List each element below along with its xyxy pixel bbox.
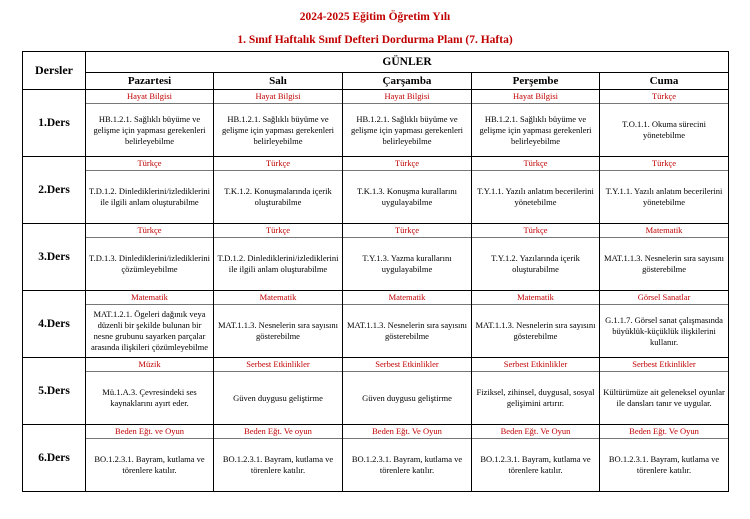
lesson-row <box>23 291 729 358</box>
objective-text: HB.1.2.1. Sağlıklı büyüme ve gelişme için yapması gerekenleri belirleyebilme <box>93 113 206 146</box>
subject-label: Hayat Bilgisi <box>472 90 599 104</box>
subject-label: Beden Eğt. Ve oyun <box>214 425 342 439</box>
subject-label: Matematik <box>86 291 213 305</box>
objective-text: MAT.1.1.3. Nesnelerin sıra sayısını gösterebilme <box>475 320 596 341</box>
lesson-cell <box>86 291 214 358</box>
objective-text: T.Y.1.1. Yazılı anlatım becerilerini yönetebilme <box>605 186 723 207</box>
objective-text: BO.1.2.3.1. Bayram, kutlama ve törenlere katılır. <box>222 454 334 475</box>
lesson-cell <box>600 291 729 358</box>
lesson-cell <box>343 90 472 157</box>
subject-label: Serbest Etkinlikler <box>600 358 728 372</box>
subject-label: Türkçe <box>86 157 213 171</box>
lesson-label: 5.Ders <box>23 358 86 425</box>
objective-text: T.O.1.1. Okuma sürecini yönetebilme <box>622 119 706 140</box>
lesson-row <box>23 224 729 291</box>
subject-label: Türkçe <box>472 157 599 171</box>
subject-label: Matematik <box>472 291 599 305</box>
lesson-cell <box>600 425 729 492</box>
lesson-cell <box>214 157 343 224</box>
objective-text: Güven duygusu geliştirme <box>233 392 323 403</box>
objective-text: T.K.1.3. Konuşma kurallarını uygulayabilme <box>357 186 457 207</box>
lesson-cell <box>214 90 343 157</box>
subject-label: Serbest Etkinlikler <box>472 358 599 372</box>
lesson-cell <box>600 224 729 291</box>
subject-label: Türkçe <box>214 157 342 171</box>
subject-label: Hayat Bilgisi <box>86 90 213 104</box>
subject-label: Türkçe <box>214 224 342 238</box>
subject-label: Beden Eğt. Ve Oyun <box>472 425 599 439</box>
objective-text: BO.1.2.3.1. Bayram, kutlama ve törenlere katılır. <box>608 454 720 475</box>
subject-label: Müzik <box>86 358 213 372</box>
lesson-cell <box>214 224 343 291</box>
lesson-row <box>23 90 729 157</box>
objective-text: MAT.1.2.1. Ögeleri dağınık veya düzenli bir şekilde bulunan bir nesne grubunu sayarken parçalar arasında ilişkileri çözümleyebilme <box>90 309 209 352</box>
subject-label: Serbest Etkinlikler <box>214 358 342 372</box>
objective-text: BO.1.2.3.1. Bayram, kutlama ve törenlere katılır. <box>480 454 591 475</box>
weekly-plan-table <box>22 51 729 492</box>
objective-text: HB.1.2.1. Sağlıklı büyüme ve gelişme için yapması gerekenleri belirleyebilme <box>479 113 592 146</box>
objective-text: Kültürümüze ait geleneksel oyunlar ile dansları tanır ve uygular. <box>603 387 725 408</box>
objective-text: MAT.1.1.3. Nesnelerin sıra sayısını gösterebilme <box>346 320 467 341</box>
objective-text: T.Y.1.3. Yazma kurallarını uygulayabilme <box>362 253 452 274</box>
day-header-2: Salı <box>214 73 343 90</box>
objective-text: MAT.1.1.3. Nesnelerin sıra sayısını gösterebilme <box>604 253 725 274</box>
lesson-row <box>23 425 729 492</box>
lesson-cell <box>214 425 343 492</box>
lesson-cell <box>86 90 214 157</box>
lesson-cell <box>343 157 472 224</box>
lesson-cell <box>600 90 729 157</box>
subject-label: Türkçe <box>600 90 728 104</box>
gunler-header: GÜNLER <box>86 52 729 73</box>
lesson-label: 2.Ders <box>23 157 86 224</box>
subject-label: Türkçe <box>343 224 471 238</box>
lesson-cell <box>472 358 600 425</box>
objective-text: BO.1.2.3.1. Bayram, kutlama ve törenlere katılır. <box>94 454 205 475</box>
objective-text: T.K.1.2. Konuşmalarında içerik oluşturabilme <box>224 186 332 207</box>
objective-text: MAT.1.1.3. Nesnelerin sıra sayısını gösterebilme <box>217 320 338 341</box>
lesson-label: 3.Ders <box>23 224 86 291</box>
lesson-cell <box>214 291 343 358</box>
lesson-cell <box>86 358 214 425</box>
subject-label: Hayat Bilgisi <box>343 90 471 104</box>
day-header-5: Cuma <box>600 73 729 90</box>
subject-label: Türkçe <box>600 157 728 171</box>
lesson-cell <box>600 358 729 425</box>
lesson-cell <box>343 358 472 425</box>
objective-text: BO.1.2.3.1. Bayram, kutlama ve törenlere katılır. <box>351 454 463 475</box>
day-header-1: Pazartesi <box>86 73 214 90</box>
lesson-cell <box>472 157 600 224</box>
lesson-label: 4.Ders <box>23 291 86 358</box>
subject-label: Hayat Bilgisi <box>214 90 342 104</box>
objective-text: Fiziksel, zihinsel, duygusal, sosyal gelişimini artırır. <box>476 387 595 408</box>
dersler-header: Dersler <box>23 52 86 90</box>
objective-text: T.Y.1.1. Yazılı anlatım becerilerini yönetebilme <box>477 186 594 207</box>
subject-label: Matematik <box>343 291 471 305</box>
subject-label: Beden Eğt. Ve Oyun <box>600 425 728 439</box>
lesson-cell <box>472 425 600 492</box>
day-header-4: Perşembe <box>472 73 600 90</box>
objective-text: T.D.1.3. Dinlediklerini/izlediklerini çözümleyebilme <box>89 253 210 274</box>
subject-label: Görsel Sanatlar <box>600 291 728 305</box>
lesson-cell <box>86 425 214 492</box>
lesson-row <box>23 157 729 224</box>
subject-label: Türkçe <box>472 224 599 238</box>
day-header-3: Çarşamba <box>343 73 472 90</box>
objective-text: HB.1.2.1. Sağlıklı büyüme ve gelişme için yapması gerekenleri belirleyebilme <box>350 113 464 146</box>
subject-label: Beden Eğt. Ve Oyun <box>343 425 471 439</box>
subject-label: Serbest Etkinlikler <box>343 358 471 372</box>
lesson-cell <box>343 425 472 492</box>
subject-label: Matematik <box>600 224 728 238</box>
lesson-cell <box>86 157 214 224</box>
objective-text: T.D.1.2. Dinlediklerini/izlediklerini ile ilgili anlam oluşturabilme <box>217 253 339 274</box>
lesson-cell <box>343 224 472 291</box>
subject-label: Türkçe <box>86 224 213 238</box>
lesson-cell <box>343 291 472 358</box>
lesson-label: 1.Ders <box>23 90 86 157</box>
lesson-cell <box>214 358 343 425</box>
lesson-cell <box>472 291 600 358</box>
objective-text: Mü.1.A.3. Çevresindeki ses kaynaklarını ayırt eder. <box>102 387 197 408</box>
objective-text: T.D.1.2. Dinlediklerini/izlediklerini ile ilgili anlam oluşturabilme <box>89 186 210 207</box>
lesson-cell <box>472 90 600 157</box>
objective-text: Güven duygusu geliştirme <box>362 392 452 403</box>
lesson-label: 6.Ders <box>23 425 86 492</box>
objective-text: HB.1.2.1. Sağlıklı büyüme ve gelişme için yapması gerekenleri belirleyebilme <box>221 113 335 146</box>
objective-text: T.Y.1.2. Yazılarında içerik oluşturabilme <box>491 253 580 274</box>
year-title: 2024-2025 Eğitim Öğretim Yılı <box>299 11 451 23</box>
objective-text: G.1.1.7. Görsel sanat çalışmasında büyüklük-küçüklük ilişkilerini kullanır. <box>605 314 723 347</box>
lesson-cell <box>472 224 600 291</box>
lesson-cell <box>600 157 729 224</box>
lesson-row <box>23 358 729 425</box>
subject-label: Matematik <box>214 291 342 305</box>
plan-title: 1. Sınıf Haftalık Sınıf Defteri Dordurma Planı (7. Hafta) <box>237 34 513 46</box>
subject-label: Beden Eğt. ve Oyun <box>86 425 213 439</box>
subject-label: Türkçe <box>343 157 471 171</box>
lesson-cell <box>86 224 214 291</box>
